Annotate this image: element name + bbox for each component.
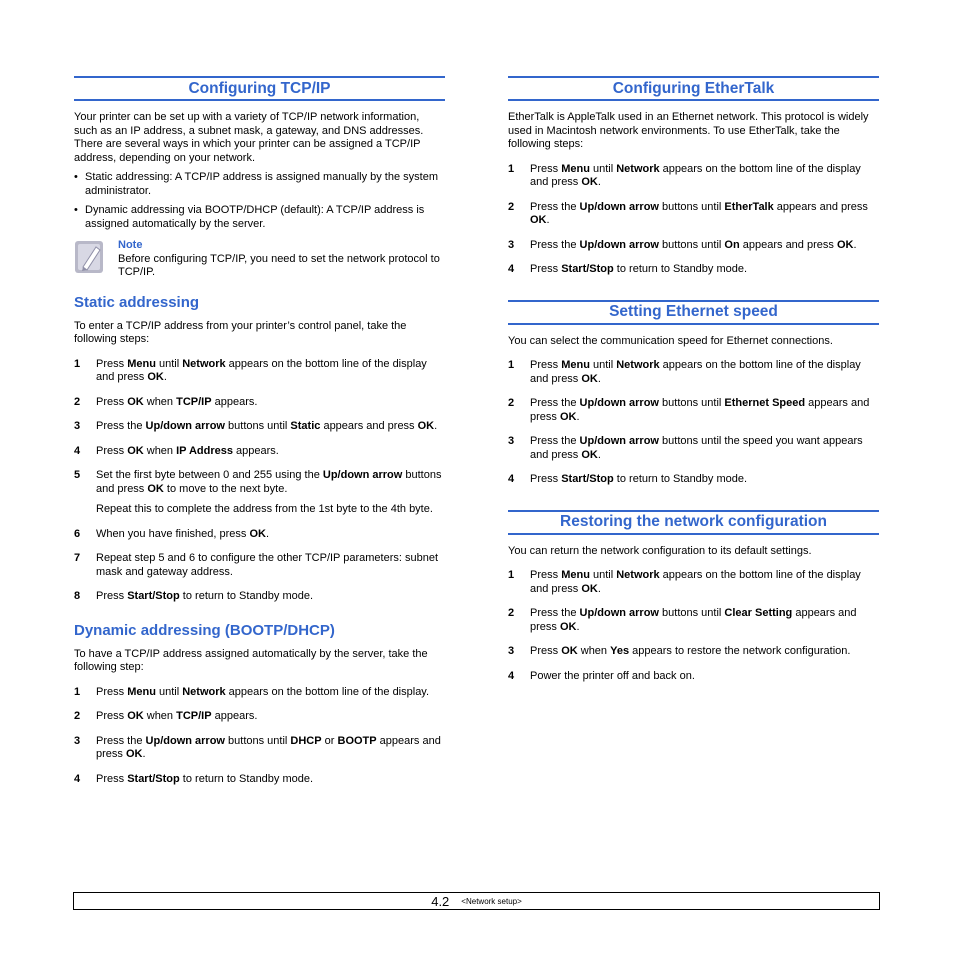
step-item xyxy=(74,420,445,434)
ui-term: OK xyxy=(249,527,266,540)
ui-term: Start/Stop xyxy=(561,473,614,485)
subheading-static-addressing: Static addressing xyxy=(74,293,200,311)
step-item xyxy=(508,607,879,634)
step-item xyxy=(508,397,879,424)
note-title: Note xyxy=(118,239,143,251)
step-text xyxy=(530,359,879,386)
ui-term: OK xyxy=(127,710,144,722)
step-number: 1 xyxy=(74,685,81,698)
step-item xyxy=(74,396,445,410)
ui-term: Up/down arrow xyxy=(145,420,225,432)
step-text-part: Press xyxy=(530,645,562,657)
page-number: 4.2 xyxy=(431,893,450,909)
step-text-part: appears and press xyxy=(320,420,418,432)
step-item xyxy=(508,670,879,684)
step-number: 1 xyxy=(508,359,515,371)
ui-term: OK xyxy=(127,395,144,408)
ui-term: Menu xyxy=(561,162,590,175)
step-text-part: Press the xyxy=(530,607,580,619)
step-text xyxy=(96,420,445,434)
step-text-part: . xyxy=(142,748,146,760)
ui-term: Start/Stop xyxy=(127,590,180,602)
step-number: 2 xyxy=(508,397,515,409)
step-text xyxy=(96,773,445,787)
step-text xyxy=(96,590,445,604)
step-number: 4 xyxy=(508,669,515,682)
step-item xyxy=(508,645,879,659)
step-text-part: . xyxy=(597,448,601,461)
step-text xyxy=(96,445,445,459)
ui-term: OK xyxy=(559,410,577,423)
step-text-part: buttons until xyxy=(224,734,291,747)
step-text-part: Set the first byte between 0 and 255 using the xyxy=(96,469,323,481)
ui-term: Start/Stop xyxy=(561,263,614,275)
step-item xyxy=(508,201,879,228)
ui-term: OK xyxy=(530,214,547,226)
step-text-part: appears on the bottom line of the display and press xyxy=(530,569,861,595)
ui-term: IP Address xyxy=(176,444,233,457)
step-text-part: appears. xyxy=(232,444,279,457)
ui-term: Up/down arrow xyxy=(579,238,659,251)
left-column xyxy=(74,76,445,786)
ui-term: OK xyxy=(417,420,435,432)
step-item xyxy=(74,469,445,496)
step-item xyxy=(508,359,879,386)
step-text-part: when xyxy=(577,645,611,657)
step-text-part: Press xyxy=(530,162,562,175)
step-text-part: . xyxy=(546,214,550,226)
step-text xyxy=(530,569,879,596)
subheading-dynamic-addressing: Dynamic addressing (BOOTP/DHCP) xyxy=(74,621,335,639)
step-text-part: buttons until xyxy=(658,607,725,619)
step-number: 3 xyxy=(74,734,81,747)
step-text-part: . xyxy=(597,176,601,188)
step-text-part: appears and press xyxy=(739,238,837,251)
ui-term: Up/down arrow xyxy=(322,469,403,481)
ui-term: TCP/IP xyxy=(176,395,212,408)
section-heading-ethertalk: Configuring EtherTalk xyxy=(508,76,879,101)
bullet-marker: • xyxy=(74,204,78,216)
step-text-part: . xyxy=(853,238,857,251)
step-number: 8 xyxy=(74,590,81,602)
dynamic-intro: To have a TCP/IP address assigned automatically by the server, take the following step: xyxy=(74,647,428,673)
step-number: 4 xyxy=(74,444,81,457)
note-box xyxy=(74,239,445,280)
step-text-part: . xyxy=(265,527,270,540)
step-number: 3 xyxy=(508,238,515,251)
step-text-part: buttons and press xyxy=(96,469,442,495)
step-text-part: Press xyxy=(96,395,128,408)
step-text-part: Press xyxy=(96,444,128,457)
step-text xyxy=(530,201,879,228)
step-item xyxy=(508,569,879,596)
restore-steps xyxy=(508,569,879,683)
ui-term: Menu xyxy=(561,359,590,371)
page-footer xyxy=(73,892,880,910)
step-text xyxy=(530,239,879,253)
ui-term: OK xyxy=(581,176,598,188)
step-number: 2 xyxy=(74,710,81,722)
step-text-part: appears. xyxy=(211,395,258,408)
step-item xyxy=(74,590,445,604)
bullet-item xyxy=(74,204,445,231)
ui-term: Start/Stop xyxy=(127,772,180,785)
ui-term: Up/down arrow xyxy=(579,435,659,447)
step-text-part: Press the xyxy=(530,200,580,213)
step-text-part: buttons until xyxy=(658,397,725,409)
step-text-part: Press xyxy=(530,359,562,371)
step-text-part: . xyxy=(576,620,580,633)
step-item xyxy=(74,552,445,579)
step-text-part: Press the xyxy=(530,435,580,447)
step-text xyxy=(530,473,879,487)
step-text xyxy=(96,735,445,762)
speed-intro: You can select the communication speed for Ethernet connections. xyxy=(508,334,833,347)
step-text-part: Press xyxy=(96,772,128,785)
footer-section-label: <Network setup> xyxy=(461,896,522,906)
ui-term: Ethernet Speed xyxy=(724,397,806,409)
step-text-part: appears and press xyxy=(530,397,870,423)
step-item xyxy=(508,263,879,277)
step-number: 6 xyxy=(74,527,81,540)
section-heading-ethernet-speed: Setting Ethernet speed xyxy=(508,300,879,325)
step-text-part: buttons until xyxy=(658,200,725,213)
step-item xyxy=(74,735,445,762)
ui-term: Menu xyxy=(127,685,156,698)
step-text-part: Press xyxy=(96,710,128,722)
step-text xyxy=(530,163,879,190)
step-text xyxy=(96,396,445,410)
section-heading-tcpip: Configuring TCP/IP xyxy=(74,76,445,101)
step-number: 4 xyxy=(508,263,515,275)
ui-term: OK xyxy=(561,645,578,657)
step-text-part: . xyxy=(434,420,438,432)
static-intro: To enter a TCP/IP address from your printer’s control panel, take the following steps: xyxy=(74,319,407,345)
ui-term: Static xyxy=(290,420,321,432)
ui-term: OK xyxy=(836,238,854,251)
note-text: Before configuring TCP/IP, you need to set the network protocol to TCP/IP. xyxy=(118,252,440,278)
ui-term: Up/down arrow xyxy=(579,200,659,213)
ui-term: Up/down arrow xyxy=(145,734,225,747)
step-number: 4 xyxy=(74,772,81,785)
ui-term: OK xyxy=(559,620,577,633)
step-text-part: Press xyxy=(96,357,128,370)
step-item xyxy=(508,163,879,190)
step-text-part: appears. xyxy=(211,710,258,722)
step-item xyxy=(74,358,445,385)
ui-term: OK xyxy=(127,444,144,457)
step-text xyxy=(96,469,445,496)
step-text-part: Press the xyxy=(96,420,146,432)
step-number: 3 xyxy=(74,420,81,432)
step-text-part: until xyxy=(155,357,183,370)
step-text-part: until xyxy=(155,685,183,698)
step-text-part: when xyxy=(143,444,177,457)
step-text-part: Press xyxy=(96,685,128,698)
step-text-part: Press the xyxy=(96,734,146,747)
step-continuation-text: Repeat this to complete the address from the 1st byte to the 4th byte. xyxy=(96,503,433,515)
step-number: 1 xyxy=(508,162,515,175)
step-text-part: to move to the next byte. xyxy=(163,482,288,495)
step-text-part: appears and press xyxy=(96,734,441,760)
step-number: 7 xyxy=(74,552,81,564)
step-item xyxy=(74,528,445,542)
step-text-part: to return to Standby mode. xyxy=(613,263,748,275)
ui-term: OK xyxy=(581,372,598,385)
step-number: 1 xyxy=(74,357,81,370)
step-number: 2 xyxy=(74,395,81,408)
step-item xyxy=(508,239,879,253)
step-text-part: appears on the bottom line of the display and press xyxy=(530,162,861,188)
ui-term: OK xyxy=(581,448,598,461)
step-text-part: appears and press xyxy=(530,607,857,633)
ui-term: Network xyxy=(182,685,226,698)
step-number: 4 xyxy=(508,473,515,485)
step-text xyxy=(530,645,879,659)
ui-term: OK xyxy=(125,748,143,760)
step-text-part: appears and press xyxy=(773,200,868,213)
speed-steps xyxy=(508,359,879,487)
step-text xyxy=(96,358,445,385)
step-text-part: Press the xyxy=(530,238,580,251)
tcpip-bullet-list xyxy=(74,171,445,231)
ui-term: Network xyxy=(616,569,660,581)
ethertalk-intro: EtherTalk is AppleTalk used in an Ethernet network. This protocol is widely used in Macintosh network environments. To use EtherTalk, take the following steps: xyxy=(508,111,869,150)
ui-term: OK xyxy=(581,582,598,595)
ui-term: Network xyxy=(616,162,660,175)
tcpip-intro: Your printer can be set up with a variety of TCP/IP network information, such as an IP address, a subnet mask, a gateway, and DNS addresses. There are several ways in which your printer can be assigned a TCP/IP address, depending on your network. xyxy=(74,111,424,164)
step-text-part: Repeat step 5 and 6 to configure the other TCP/IP parameters: subnet mask and gateway address. xyxy=(96,552,439,578)
step-text xyxy=(530,435,879,462)
step-text-part: appears to restore the network configuration. xyxy=(629,645,851,657)
step-text-part: buttons until xyxy=(658,238,725,251)
step-text-part: appears on the bottom line of the display and press xyxy=(96,357,427,383)
step-text xyxy=(530,263,879,277)
step-text-part: . xyxy=(597,372,601,385)
step-text-part: to return to Standby mode. xyxy=(179,590,314,602)
step-number: 3 xyxy=(508,645,515,657)
step-text xyxy=(96,710,445,724)
step-text-part: when xyxy=(143,395,177,408)
ui-term: TCP/IP xyxy=(176,710,212,722)
step-text-part: Power the printer off and back on. xyxy=(530,669,695,682)
step-number: 2 xyxy=(508,607,515,619)
step-text-part: to return to Standby mode. xyxy=(179,772,314,785)
ui-term: Menu xyxy=(127,357,156,370)
ui-term: On xyxy=(724,238,740,251)
step-item xyxy=(74,710,445,724)
ui-term: Up/down arrow xyxy=(579,607,659,619)
step-text-part: until xyxy=(589,359,617,371)
step-text-part: to return to Standby mode. xyxy=(613,473,748,485)
step-text-part: . xyxy=(163,371,167,383)
ui-term: Menu xyxy=(561,569,590,581)
step-text xyxy=(530,670,879,684)
ui-term: OK xyxy=(147,371,164,383)
step-text-part: until xyxy=(589,569,617,581)
note-pencil-icon xyxy=(74,239,106,275)
step-number: 3 xyxy=(508,435,515,447)
step-text-part: buttons until the speed you want appears and press xyxy=(530,435,863,461)
ui-term: OK xyxy=(147,482,164,495)
step-text-part: appears on the bottom line of the display and press xyxy=(530,359,861,385)
step-item xyxy=(508,473,879,487)
bullet-marker: • xyxy=(74,171,78,183)
step-text-part: . xyxy=(597,582,601,595)
ui-term: Network xyxy=(616,359,660,371)
step-number: 1 xyxy=(508,569,515,581)
ui-term: Up/down arrow xyxy=(579,397,659,409)
bullet-item xyxy=(74,171,445,198)
restore-intro: You can return the network configuration to its default settings. xyxy=(508,544,812,557)
step-text xyxy=(530,397,879,424)
bullet-text: Static addressing: A TCP/IP address is assigned manually by the system administrator. xyxy=(85,171,438,197)
step-text-part: Press xyxy=(530,263,562,275)
step-text-part: or xyxy=(321,734,338,747)
step-item xyxy=(74,773,445,787)
ui-term: BOOTP xyxy=(337,734,377,747)
step-item xyxy=(508,435,879,462)
step-text-part: Press xyxy=(530,569,562,581)
ui-term: EtherTalk xyxy=(724,200,774,213)
ui-term: DHCP xyxy=(290,734,322,747)
step-text-part: Press the xyxy=(530,397,580,409)
right-column xyxy=(508,76,879,683)
step-text-part: When you have finished, press xyxy=(96,527,250,540)
step-text xyxy=(530,607,879,634)
step-item xyxy=(74,686,445,700)
ui-term: Yes xyxy=(610,645,630,657)
static-steps xyxy=(74,358,445,604)
step-text-part: Press xyxy=(96,590,128,602)
step-number: 2 xyxy=(508,200,515,213)
ui-term: Network xyxy=(182,357,226,370)
section-heading-restore-network: Restoring the network configuration xyxy=(508,510,879,535)
step-text-part: appears on the bottom line of the display. xyxy=(225,685,430,698)
step-item xyxy=(74,445,445,459)
ui-term: Clear Setting xyxy=(724,607,793,619)
step-text xyxy=(96,686,445,700)
step-text xyxy=(96,528,445,542)
step-text-part: until xyxy=(589,162,617,175)
step-number: 5 xyxy=(74,469,81,481)
step-text-part: Press xyxy=(530,473,562,485)
step-text-part: . xyxy=(576,410,580,423)
dynamic-steps xyxy=(74,686,445,787)
step-text-part: buttons until xyxy=(224,420,291,432)
bullet-text: Dynamic addressing via BOOTP/DHCP (default): A TCP/IP address is assigned automatically by the server. xyxy=(85,204,425,230)
step-text-part: when xyxy=(143,710,177,722)
ethertalk-steps xyxy=(508,163,879,277)
step-text xyxy=(96,552,445,579)
